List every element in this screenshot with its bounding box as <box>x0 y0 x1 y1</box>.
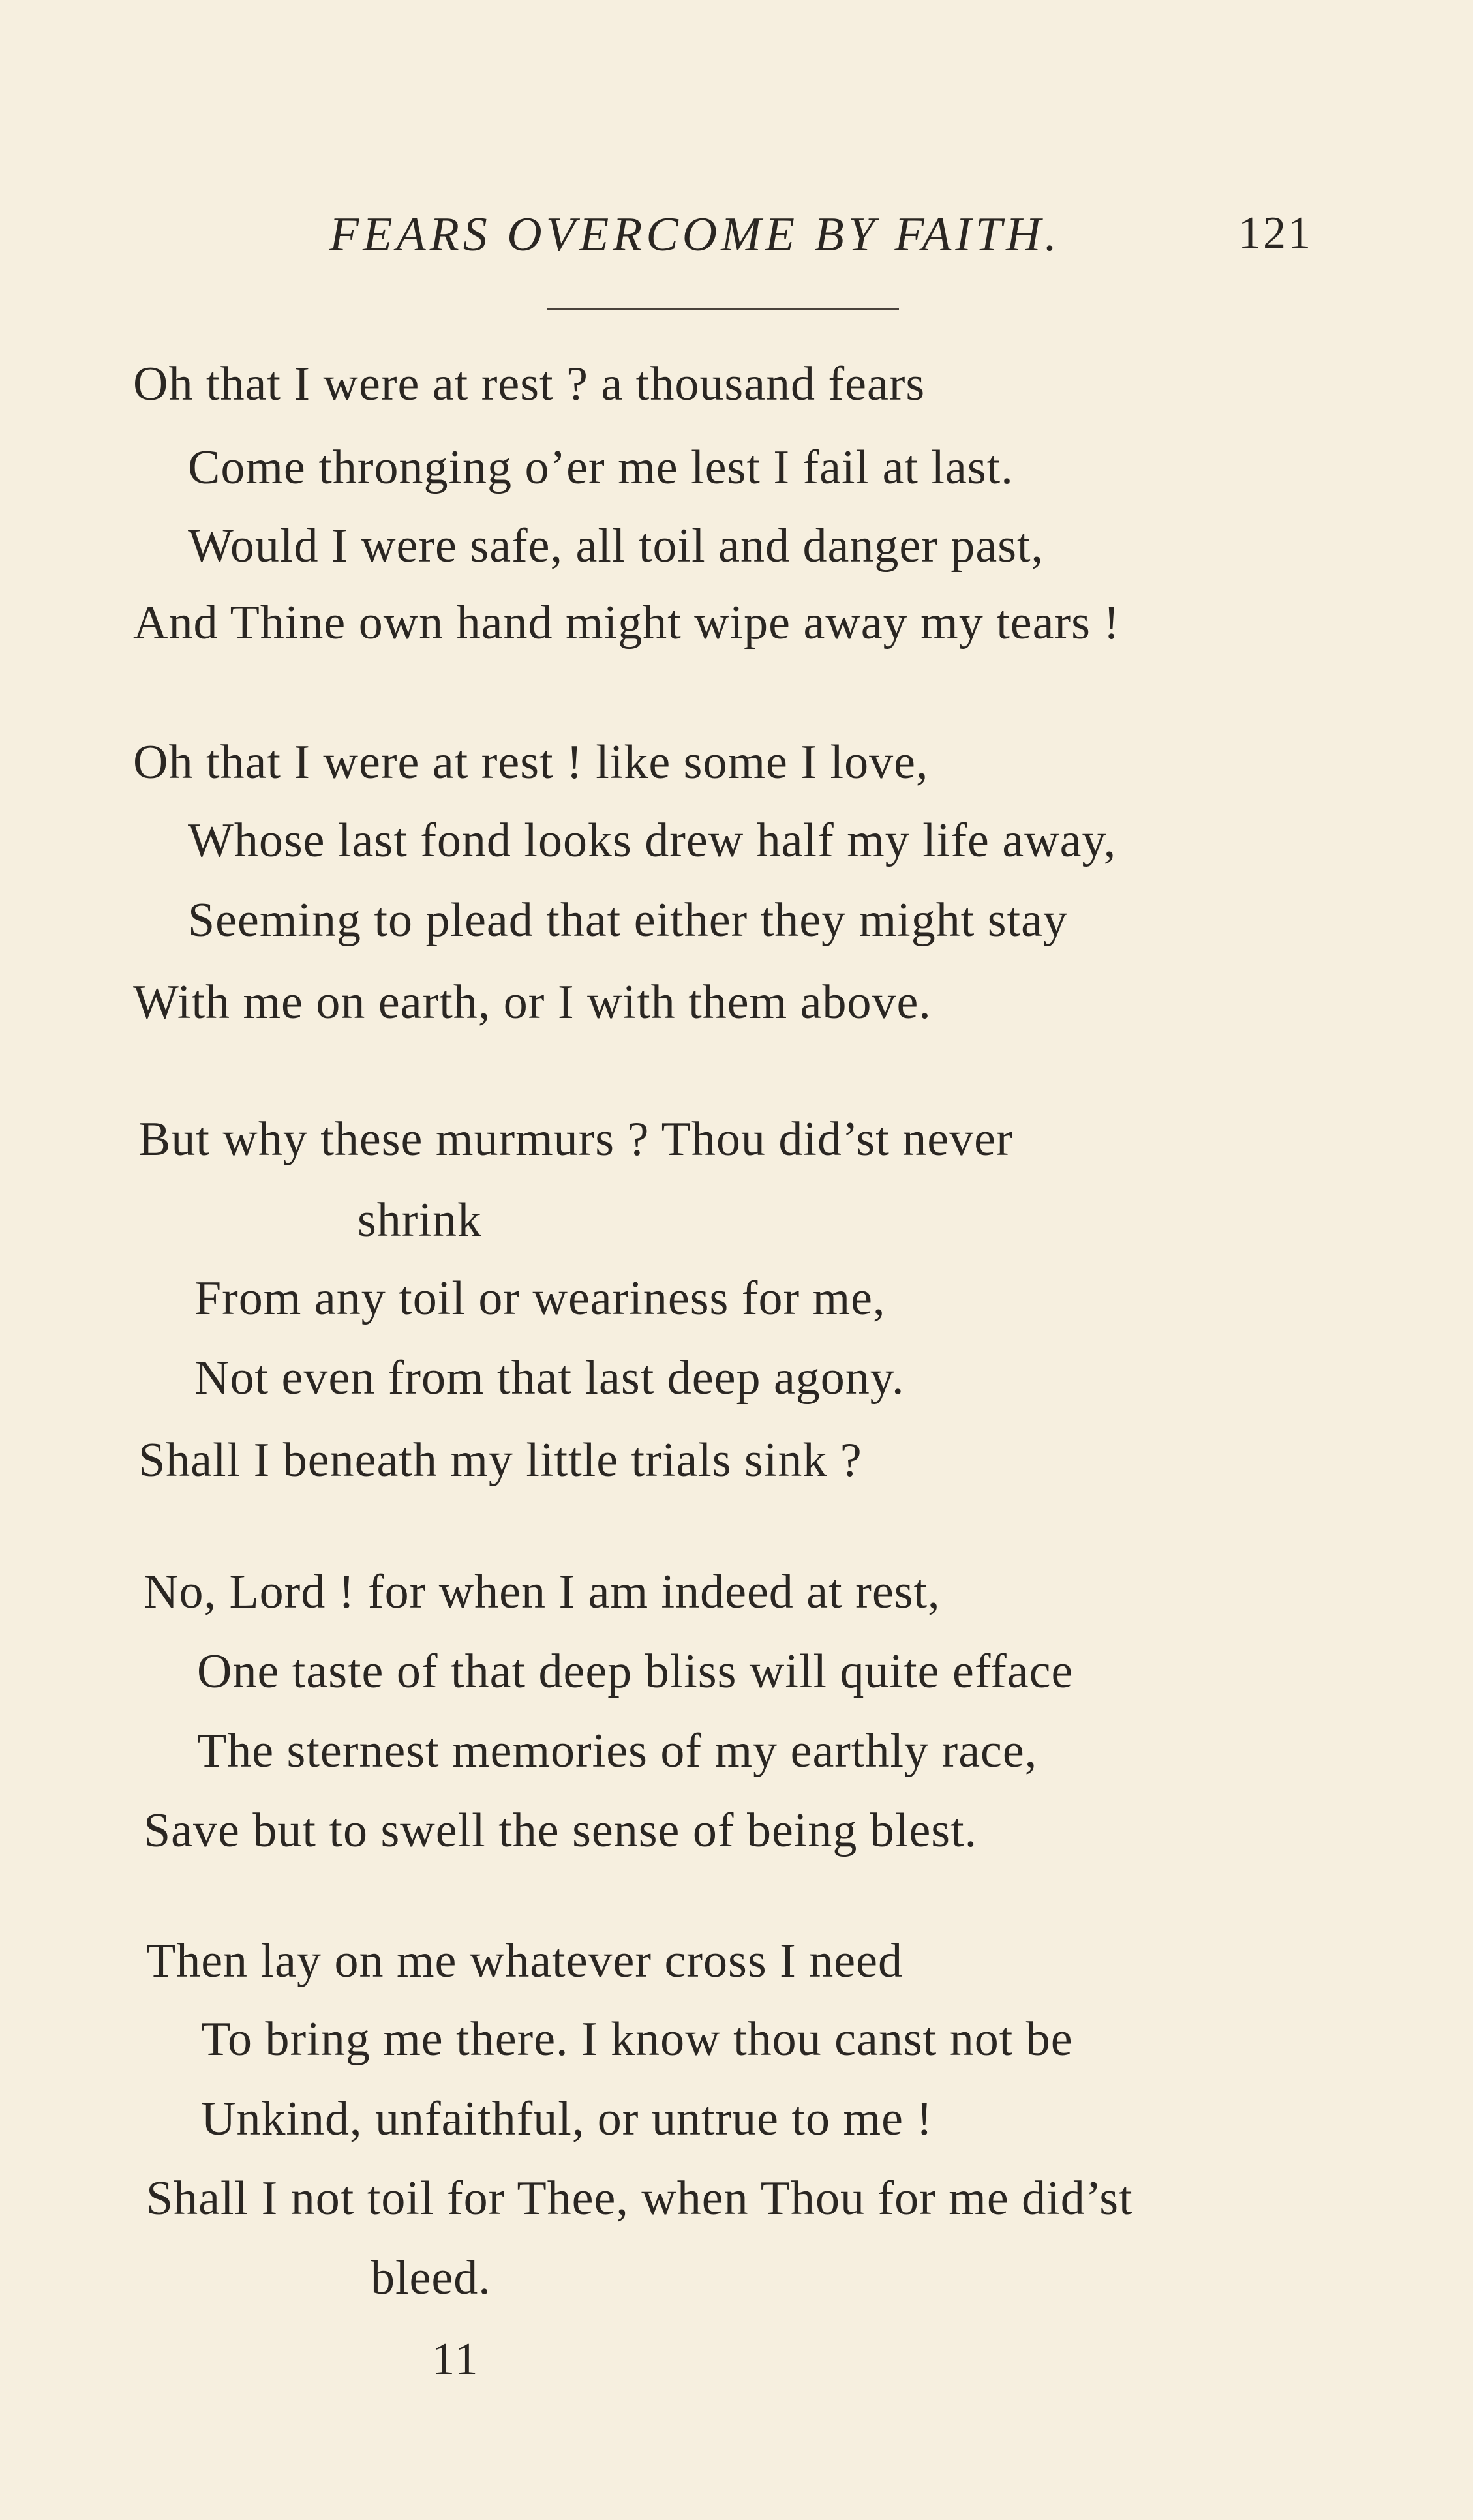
poem-line: One taste of that deep bliss will quite efface <box>197 1645 1074 1698</box>
poem-line: Unkind, unfaithful, or untrue to me ! <box>201 2092 934 2146</box>
poem-line: Save but to swell the sense of being blest. <box>144 1804 978 1857</box>
header-rule <box>547 308 899 310</box>
running-title: FEARS OVERCOME BY FAITH. <box>329 208 1061 262</box>
poem-line: Seeming to plead that either they might stay <box>188 893 1068 947</box>
page-header <box>0 207 1473 266</box>
poem-line: And Thine own hand might wipe away my tears ! <box>133 596 1121 650</box>
poem-line: Shall I not toil for Thee, when Thou for me did’st <box>146 2172 1133 2225</box>
poem-line: Oh that I were at rest ! like some I love, <box>133 736 929 789</box>
signature-mark: 11 <box>432 2334 480 2384</box>
poem-line: From any toil or weariness for me, <box>194 1272 886 1325</box>
poem-line: Come thronging o’er me lest I fail at last. <box>188 441 1014 494</box>
poem-line: The sternest memories of my earthly race, <box>197 1724 1038 1778</box>
poem-line: Shall I beneath my little trials sink ? <box>138 1433 862 1487</box>
poem-line: shrink <box>357 1193 482 1247</box>
poem-line: Oh that I were at rest ? a thousand fears <box>133 357 926 411</box>
poem-line: bleed. <box>371 2251 491 2305</box>
poem-line: But why these murmurs ? Thou did’st never <box>138 1113 1013 1166</box>
poem-line: Then lay on me whatever cross I need <box>146 1934 903 1988</box>
poem-line: No, Lord ! for when I am indeed at rest, <box>144 1565 941 1619</box>
poem-line: Would I were safe, all toil and danger past, <box>188 519 1044 573</box>
poem-line: To bring me there. I know thou canst not be <box>201 2013 1073 2066</box>
page-number: 121 <box>1238 208 1313 258</box>
poem-line: Not even from that last deep agony. <box>194 1351 905 1405</box>
poem-line: Whose last fond looks drew half my life away, <box>188 814 1117 867</box>
poem-line: With me on earth, or I with them above. <box>133 976 932 1029</box>
